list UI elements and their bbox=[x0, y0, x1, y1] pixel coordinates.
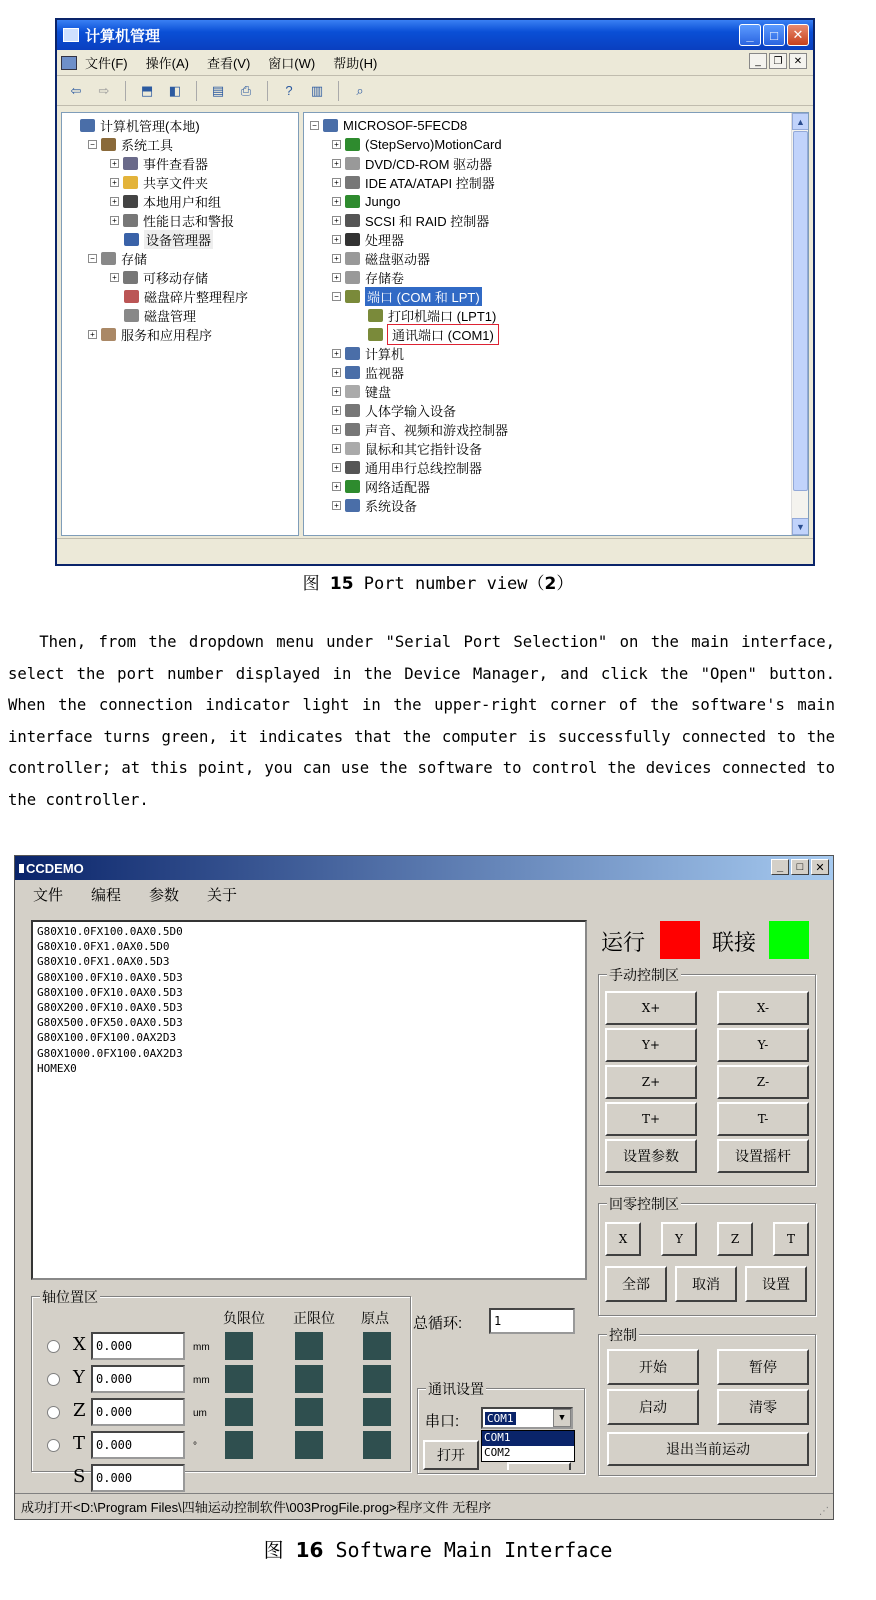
tree-node-label: 存储 bbox=[121, 252, 148, 267]
tree-node[interactable] bbox=[310, 325, 808, 344]
cc-menu-bar bbox=[15, 880, 833, 908]
expand-toggle-icon[interactable]: + bbox=[332, 349, 341, 358]
tree-node[interactable] bbox=[66, 249, 298, 268]
expand-toggle-icon[interactable]: + bbox=[332, 501, 341, 510]
expand-toggle-icon[interactable]: + bbox=[332, 235, 341, 244]
cc-minimize-button[interactable]: _ bbox=[771, 859, 789, 875]
dropdown-arrow-icon[interactable]: ▼ bbox=[553, 1409, 571, 1427]
device-icon bbox=[345, 233, 360, 246]
print-icon[interactable]: ⎙ bbox=[240, 82, 252, 98]
axis-position-group bbox=[31, 1289, 411, 1472]
device-icon bbox=[345, 480, 360, 493]
expand-toggle-icon[interactable]: + bbox=[110, 273, 119, 282]
tree-node-label: Jungo bbox=[365, 194, 401, 209]
tree-node-label: MICROSOF-5FECD8 bbox=[343, 118, 468, 133]
negative-limit-indicator bbox=[225, 1332, 253, 1360]
device-icon bbox=[101, 138, 116, 151]
expand-toggle-icon[interactable]: + bbox=[332, 387, 341, 396]
port-select-value: COM1 bbox=[487, 1411, 514, 1425]
expand-toggle-icon[interactable]: + bbox=[332, 444, 341, 453]
manual-button[interactable]: X- bbox=[717, 991, 809, 1025]
tree-node[interactable] bbox=[310, 211, 808, 230]
cc-menu-params[interactable]: 参数 bbox=[149, 886, 180, 904]
control-button[interactable]: 清零 bbox=[717, 1389, 809, 1425]
scroll-down-icon[interactable]: ▼ bbox=[792, 518, 809, 535]
code-line: G80X100.0FX100.0AX2D3 bbox=[37, 1031, 177, 1045]
home-axis-button[interactable]: Z bbox=[717, 1222, 753, 1256]
figure-15-caption: 图 15 Port number view（2） bbox=[302, 574, 574, 594]
home-indicator bbox=[363, 1332, 391, 1360]
manual-button[interactable]: Y+ bbox=[605, 1028, 697, 1062]
minimize-button[interactable]: _ bbox=[739, 24, 761, 46]
code-line: G80X500.0FX50.0AX0.5D3 bbox=[37, 1016, 183, 1030]
home-indicator bbox=[363, 1398, 391, 1426]
tree-node[interactable] bbox=[310, 401, 808, 420]
device-icon bbox=[345, 423, 360, 436]
properties-icon[interactable]: ▤ bbox=[211, 82, 225, 98]
scan-hardware-icon[interactable]: ⌕ bbox=[356, 82, 364, 98]
device-icon bbox=[101, 328, 116, 341]
control-group-label: 控制 bbox=[609, 1327, 637, 1343]
home-axis-button[interactable]: Y bbox=[661, 1222, 697, 1256]
scroll-up-icon[interactable]: ▲ bbox=[792, 113, 809, 130]
tree-node-label: (StepServo)MotionCard bbox=[365, 137, 502, 152]
cc-menu-file[interactable]: 文件 bbox=[33, 886, 64, 904]
tree-node[interactable] bbox=[66, 230, 298, 249]
code-line: G80X1000.0FX100.0AX2D3 bbox=[37, 1046, 183, 1060]
tree-node[interactable] bbox=[310, 154, 808, 173]
limit-header: 原点 bbox=[361, 1310, 389, 1326]
port-label: 串口: bbox=[425, 1413, 460, 1430]
close-port-button[interactable] bbox=[507, 1462, 571, 1470]
device-icon bbox=[124, 309, 139, 322]
menu-help[interactable]: 帮助(H) bbox=[333, 56, 378, 71]
tree-node[interactable] bbox=[310, 420, 808, 439]
menu-file[interactable]: 文件(F) bbox=[85, 56, 128, 71]
tree-node[interactable] bbox=[66, 268, 298, 287]
device-icon bbox=[123, 214, 138, 227]
device-icon bbox=[368, 309, 383, 322]
port-option-com1[interactable]: COM1 bbox=[482, 1431, 574, 1446]
open-button[interactable]: 打开 bbox=[423, 1440, 479, 1470]
tree-node-label: 磁盘管理 bbox=[144, 309, 197, 324]
menu-view[interactable]: 查看(V) bbox=[206, 56, 251, 71]
device-icon bbox=[345, 404, 360, 417]
tree-node[interactable] bbox=[310, 458, 808, 477]
tree-node[interactable] bbox=[66, 287, 298, 306]
home-axis-button[interactable]: T bbox=[773, 1222, 809, 1256]
manual-control-group bbox=[598, 967, 816, 1186]
home-indicator bbox=[363, 1431, 391, 1459]
device-icon bbox=[345, 195, 360, 208]
menu-action[interactable]: 操作(A) bbox=[145, 56, 189, 71]
tree-node[interactable] bbox=[310, 230, 808, 249]
device-icon bbox=[345, 176, 360, 189]
tree-node-label: 事件查看器 bbox=[143, 157, 209, 172]
mdi-restore-button[interactable]: ❐ bbox=[769, 53, 787, 69]
expand-toggle-icon[interactable]: + bbox=[110, 178, 119, 187]
negative-limit-indicator bbox=[225, 1365, 253, 1393]
expand-toggle-icon[interactable]: + bbox=[332, 482, 341, 491]
tree-node[interactable] bbox=[66, 192, 298, 211]
port-dropdown-list bbox=[481, 1430, 575, 1462]
expand-toggle-icon[interactable]: + bbox=[332, 216, 341, 225]
cc-menu-about[interactable]: 关于 bbox=[207, 886, 238, 904]
expand-toggle-icon[interactable]: + bbox=[332, 254, 341, 263]
window-titlebar[interactable] bbox=[57, 20, 813, 50]
device-tree bbox=[303, 112, 809, 536]
device-icon bbox=[345, 290, 360, 303]
axis-radio[interactable] bbox=[47, 1373, 60, 1386]
code-line: G80X100.0FX10.0AX0.5D3 bbox=[37, 985, 183, 999]
expand-toggle-icon[interactable]: + bbox=[110, 159, 119, 168]
axis-position-group-label: 轴位置区 bbox=[42, 1289, 98, 1305]
comm-settings-group-label: 通讯设置 bbox=[428, 1381, 484, 1397]
mdi-close-button[interactable]: ✕ bbox=[789, 53, 807, 69]
tree-node[interactable] bbox=[310, 173, 808, 192]
manual-button[interactable]: 设置参数 bbox=[605, 1139, 697, 1173]
expand-toggle-icon[interactable]: + bbox=[332, 178, 341, 187]
tree-node[interactable] bbox=[310, 496, 808, 515]
axis-unit: mm bbox=[193, 1342, 210, 1353]
manual-button[interactable]: T+ bbox=[605, 1102, 697, 1136]
port-option-com2[interactable]: COM2 bbox=[484, 1446, 511, 1459]
axis-name: Y bbox=[73, 1367, 85, 1388]
expand-toggle-icon[interactable]: + bbox=[110, 197, 119, 206]
tree-node[interactable] bbox=[310, 477, 808, 496]
back-arrow-icon[interactable]: ⇦ bbox=[70, 82, 82, 98]
computer-icon bbox=[63, 28, 79, 42]
tree-node[interactable] bbox=[310, 439, 808, 458]
expand-toggle-icon[interactable]: + bbox=[88, 330, 97, 339]
ccdemo-window bbox=[14, 855, 834, 1520]
axis-position-field: 0.000 bbox=[91, 1431, 185, 1459]
axis-radio[interactable] bbox=[47, 1406, 60, 1419]
limit-header: 负限位 bbox=[223, 1310, 265, 1326]
tree-node-label: 服务和应用程序 bbox=[121, 328, 213, 343]
code-line: G80X100.0FX10.0AX0.5D3 bbox=[37, 970, 183, 984]
tree-node-label: 存储卷 bbox=[365, 271, 405, 286]
home-action-button[interactable]: 全部 bbox=[605, 1266, 667, 1302]
device-icon bbox=[124, 233, 139, 246]
tree-node-label: 磁盘驱动器 bbox=[365, 252, 431, 267]
home-axis-button[interactable]: X bbox=[605, 1222, 641, 1256]
tree-node-label: 设备管理器 bbox=[144, 230, 213, 249]
expand-toggle-icon[interactable]: − bbox=[310, 121, 319, 130]
device-icon bbox=[124, 290, 139, 303]
tree-node-label: 共享文件夹 bbox=[143, 176, 209, 191]
home-action-button[interactable]: 设置 bbox=[745, 1266, 807, 1302]
expand-toggle-icon[interactable]: + bbox=[332, 463, 341, 472]
loop-input[interactable]: 1 bbox=[489, 1308, 575, 1334]
expand-toggle-icon[interactable]: + bbox=[332, 140, 341, 149]
code-line: G80X200.0FX10.0AX0.5D3 bbox=[37, 1001, 183, 1015]
figure-16-caption: 图 16 Software Main Interface bbox=[263, 1538, 613, 1562]
expand-toggle-icon[interactable]: + bbox=[332, 406, 341, 415]
axis-position-field: 0.000 bbox=[91, 1398, 185, 1426]
tree-node-label: 人体学输入设备 bbox=[365, 404, 457, 419]
tree-node[interactable] bbox=[66, 306, 298, 325]
device-icon bbox=[345, 499, 360, 512]
expand-toggle-icon[interactable]: + bbox=[332, 273, 341, 282]
forward-arrow-icon[interactable]: ⇨ bbox=[98, 82, 110, 98]
tree-node-label: 系统设备 bbox=[365, 499, 418, 514]
tree-node[interactable] bbox=[310, 135, 808, 154]
tree-node[interactable] bbox=[310, 287, 808, 306]
tree-node-label: 键盘 bbox=[365, 385, 392, 400]
details-icon[interactable]: ▥ bbox=[310, 82, 324, 98]
ccdemo-titlebar[interactable] bbox=[15, 856, 833, 880]
device-icon bbox=[123, 271, 138, 284]
show-tree-icon[interactable]: ◧ bbox=[168, 82, 182, 98]
tree-node-label: DVD/CD-ROM 驱动器 bbox=[365, 157, 493, 172]
cc-status-text: 成功打开<D:\Program Files\四轴运动控制软件\003ProgFile.prog>程序文件 无程序 bbox=[21, 1500, 492, 1515]
axis-position-field: 0.000 bbox=[91, 1332, 185, 1360]
manual-button[interactable]: T- bbox=[717, 1102, 809, 1136]
control-button[interactable]: 暂停 bbox=[717, 1349, 809, 1385]
tree-node-label: 监视器 bbox=[365, 366, 405, 381]
tree-node[interactable] bbox=[66, 154, 298, 173]
window-title: 计算机管理 bbox=[85, 27, 161, 45]
tree-node-label: 处理器 bbox=[365, 233, 405, 248]
positive-limit-indicator bbox=[295, 1365, 323, 1393]
device-icon bbox=[345, 138, 360, 151]
manual-button[interactable]: Z- bbox=[717, 1065, 809, 1099]
tree-node-label: 鼠标和其它指针设备 bbox=[365, 442, 483, 457]
mdi-controls bbox=[749, 53, 807, 69]
axis-position-field: 0.000 bbox=[91, 1365, 185, 1393]
device-icon bbox=[345, 442, 360, 455]
cc-status-bar bbox=[15, 1493, 833, 1519]
axis-radio[interactable] bbox=[47, 1439, 60, 1452]
device-icon bbox=[323, 119, 338, 132]
device-icon bbox=[345, 347, 360, 360]
home-control-group bbox=[598, 1196, 816, 1316]
code-line: HOMEX0 bbox=[37, 1061, 77, 1075]
cc-close-button[interactable]: ✕ bbox=[811, 859, 829, 875]
control-button[interactable]: 启动 bbox=[607, 1389, 699, 1425]
manual-button[interactable]: Y- bbox=[717, 1028, 809, 1062]
device-icon bbox=[123, 157, 138, 170]
tree-node-label: 计算机 bbox=[365, 347, 405, 362]
toolbar bbox=[57, 76, 813, 106]
menu-bar bbox=[57, 50, 813, 76]
control-group bbox=[598, 1327, 816, 1476]
tree-node-label: 计算机管理(本地) bbox=[100, 119, 200, 134]
loop-label: 总循环: bbox=[413, 1315, 463, 1332]
device-icon bbox=[368, 328, 383, 341]
link-indicator-light bbox=[769, 921, 809, 959]
tree-node[interactable] bbox=[66, 135, 298, 154]
tree-node-label: 声音、视频和游戏控制器 bbox=[365, 423, 509, 438]
tree-node-label: IDE ATA/ATAPI 控制器 bbox=[365, 176, 495, 191]
axis-unit: mm bbox=[193, 1375, 210, 1386]
vertical-scrollbar[interactable] bbox=[791, 113, 808, 535]
manual-button[interactable]: X+ bbox=[605, 991, 697, 1025]
maximize-button[interactable]: □ bbox=[763, 24, 785, 46]
expand-toggle-icon[interactable]: + bbox=[332, 425, 341, 434]
tree-node[interactable] bbox=[310, 192, 808, 211]
manual-button[interactable]: Z+ bbox=[605, 1065, 697, 1099]
expand-toggle-icon[interactable]: − bbox=[88, 254, 97, 263]
resize-grip-icon[interactable]: ⋰ bbox=[819, 1506, 829, 1517]
run-label: 运行 bbox=[601, 930, 646, 955]
link-label: 联接 bbox=[712, 930, 757, 955]
cc-maximize-button[interactable]: □ bbox=[791, 859, 809, 875]
tree-node[interactable] bbox=[310, 382, 808, 401]
limit-header: 正限位 bbox=[293, 1310, 335, 1326]
tree-node-label: 网络适配器 bbox=[365, 480, 431, 495]
tree-node[interactable] bbox=[66, 116, 298, 135]
tree-node[interactable] bbox=[66, 211, 298, 230]
menu-window[interactable]: 窗口(W) bbox=[268, 56, 316, 71]
tree-node[interactable] bbox=[310, 268, 808, 287]
device-icon bbox=[345, 366, 360, 379]
tree-node[interactable] bbox=[310, 306, 808, 325]
device-icon bbox=[345, 157, 360, 170]
device-icon bbox=[80, 119, 95, 132]
expand-toggle-icon[interactable]: − bbox=[88, 140, 97, 149]
tree-node[interactable] bbox=[66, 325, 298, 344]
code-line: G80X10.0FX100.0AX0.5D0 bbox=[37, 925, 183, 938]
tree-node[interactable] bbox=[310, 116, 808, 135]
tree-node-label: 可移动存储 bbox=[143, 271, 209, 286]
negative-limit-indicator bbox=[225, 1431, 253, 1459]
app-menu-icon[interactable] bbox=[61, 56, 77, 70]
home-indicator bbox=[363, 1365, 391, 1393]
tree-node-label: 通讯端口 (COM1) bbox=[388, 325, 498, 344]
cc-menu-program[interactable]: 编程 bbox=[91, 886, 122, 904]
tree-node-label: 端口 (COM 和 LPT) bbox=[365, 287, 482, 306]
tree-node-label: 系统工具 bbox=[121, 138, 174, 153]
help-icon[interactable]: ? bbox=[285, 83, 293, 98]
axis-name: Z bbox=[73, 1400, 86, 1421]
device-icon bbox=[123, 195, 138, 208]
expand-toggle-icon[interactable]: − bbox=[332, 292, 341, 301]
control-button[interactable]: 开始 bbox=[607, 1349, 699, 1385]
axis-radio[interactable] bbox=[47, 1340, 60, 1353]
exit-motion-button[interactable]: 退出当前运动 bbox=[607, 1432, 809, 1466]
scroll-thumb[interactable] bbox=[793, 131, 808, 491]
status-bar bbox=[57, 538, 813, 564]
code-line: G80X10.0FX1.0AX0.5D3 bbox=[37, 955, 170, 969]
manual-control-group-label: 手动控制区 bbox=[609, 967, 679, 983]
computer-management-window bbox=[55, 18, 815, 566]
up-folder-icon[interactable]: ⬒ bbox=[140, 82, 154, 98]
expand-toggle-icon[interactable]: + bbox=[332, 159, 341, 168]
device-icon bbox=[345, 214, 360, 227]
positive-limit-indicator bbox=[295, 1332, 323, 1360]
manual-button[interactable]: 设置摇杆 bbox=[717, 1139, 809, 1173]
device-icon bbox=[345, 271, 360, 284]
port-select[interactable] bbox=[481, 1407, 573, 1429]
expand-toggle-icon[interactable]: + bbox=[332, 197, 341, 206]
tree-node-label: 性能日志和警报 bbox=[143, 214, 235, 229]
tree-node-label: 打印机端口 (LPT1) bbox=[388, 309, 497, 324]
expand-toggle-icon[interactable]: + bbox=[332, 368, 341, 377]
expand-toggle-icon[interactable]: + bbox=[110, 216, 119, 225]
axis-name: S bbox=[73, 1466, 86, 1487]
tree-node-label: 本地用户和组 bbox=[143, 195, 222, 210]
ccdemo-title: CCDEMO bbox=[26, 860, 84, 876]
axis-name: T bbox=[73, 1433, 86, 1454]
console-tree bbox=[61, 112, 299, 536]
code-line: G80X10.0FX1.0AX0.5D0 bbox=[37, 940, 170, 954]
home-action-button[interactable]: 取消 bbox=[675, 1266, 737, 1302]
gcode-editor[interactable] bbox=[31, 920, 587, 1280]
tree-node-label: 磁盘碎片整理程序 bbox=[144, 290, 249, 305]
close-button[interactable]: ✕ bbox=[787, 24, 809, 46]
device-icon bbox=[101, 252, 116, 265]
tree-node-label: 通用串行总线控制器 bbox=[365, 461, 483, 476]
run-indicator-light bbox=[660, 921, 700, 959]
tree-node[interactable] bbox=[66, 173, 298, 192]
mdi-minimize-button[interactable]: _ bbox=[749, 53, 767, 69]
tree-node-label: SCSI 和 RAID 控制器 bbox=[365, 214, 490, 229]
tree-node[interactable] bbox=[310, 249, 808, 268]
body-paragraph: Then, from the dropdown menu under "Serial Port Selection" on the main interface, select the port number displayed in the Device Manager, and click the "Open" button. When the connection indicator light in the upper-right corner of the software's main interface turns green, it indicates that the computer is successfully connected to the controller; at this point, you can use the software to control the devices connected to the controller. bbox=[8, 633, 835, 809]
device-icon bbox=[345, 252, 360, 265]
axis-name: X bbox=[73, 1334, 86, 1355]
tree-node[interactable] bbox=[310, 363, 808, 382]
negative-limit-indicator bbox=[225, 1398, 253, 1426]
device-icon bbox=[123, 176, 138, 189]
axis-unit: ° bbox=[193, 1441, 197, 1452]
axis-position-field: 0.000 bbox=[91, 1464, 185, 1492]
positive-limit-indicator bbox=[295, 1398, 323, 1426]
home-control-group-label: 回零控制区 bbox=[609, 1196, 679, 1212]
app-icon bbox=[19, 864, 24, 873]
tree-node[interactable] bbox=[310, 344, 808, 363]
axis-unit: um bbox=[193, 1408, 207, 1419]
device-icon bbox=[345, 385, 360, 398]
device-icon bbox=[345, 461, 360, 474]
positive-limit-indicator bbox=[295, 1431, 323, 1459]
